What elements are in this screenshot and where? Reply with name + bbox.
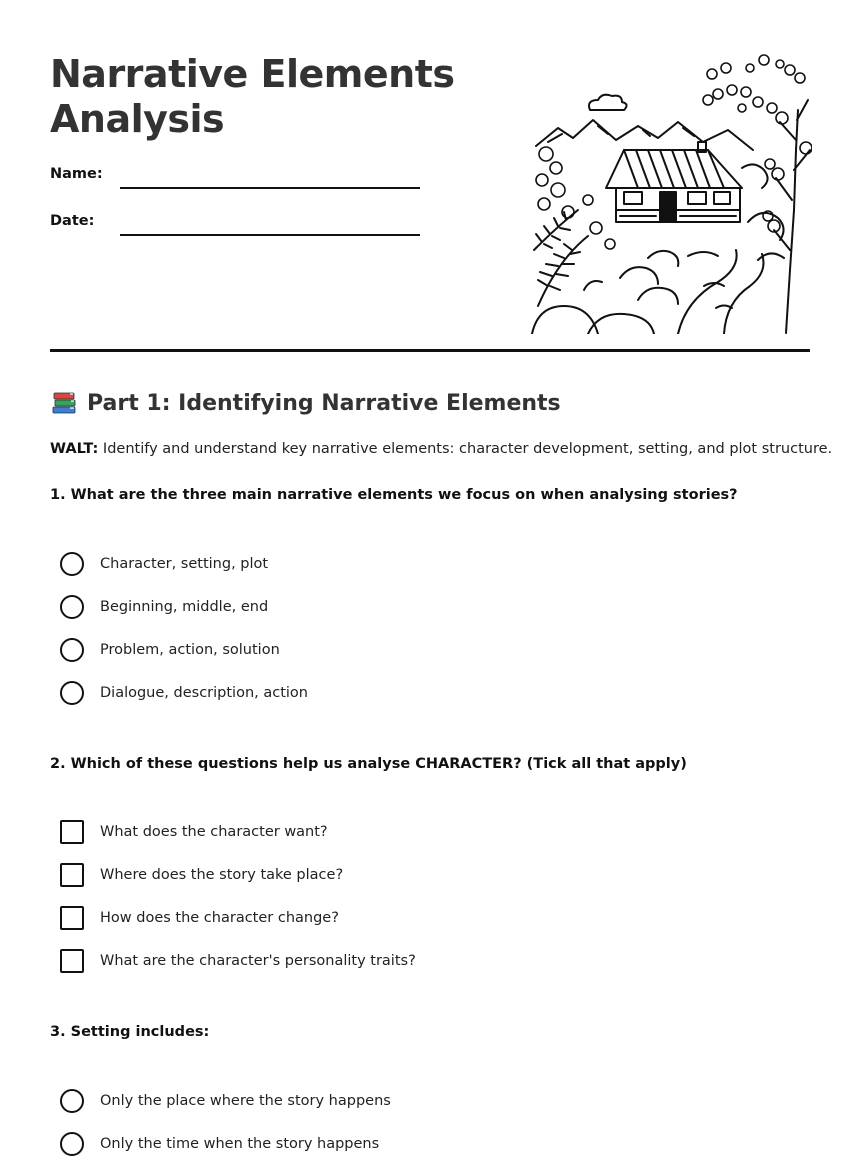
cottage-landscape-illustration — [528, 50, 812, 334]
option-label: What does the character want? — [100, 824, 328, 840]
radio-button[interactable] — [60, 681, 84, 705]
name-field[interactable] — [120, 187, 420, 189]
option-label: What are the character's personality traits? — [100, 953, 416, 969]
walt-label: WALT: — [50, 441, 99, 457]
date-field[interactable] — [120, 234, 420, 236]
option-label: Character, setting, plot — [100, 556, 269, 572]
question-3: 3. Setting includes: — [50, 1024, 210, 1040]
books-icon — [50, 389, 78, 417]
radio-button[interactable] — [60, 1132, 84, 1156]
option-label: Dialogue, description, action — [100, 685, 308, 701]
date-label: Date: — [50, 213, 95, 229]
option-label: Only the place where the story happens — [100, 1093, 391, 1109]
radio-button[interactable] — [60, 552, 84, 576]
part1-title: Part 1: Identifying Narrative Elements — [87, 390, 561, 416]
walt-statement — [50, 441, 832, 457]
question-1: 1. What are the three main narrative elements we focus on when analysing stories? — [50, 487, 738, 503]
q1-option-3[interactable] — [60, 638, 280, 662]
q1-option-2[interactable] — [60, 595, 268, 619]
option-label: Beginning, middle, end — [100, 599, 269, 615]
radio-button[interactable] — [60, 1089, 84, 1113]
q3-option-1[interactable] — [60, 1089, 391, 1113]
option-label: Problem, action, solution — [100, 642, 280, 658]
option-label: Only the time when the story happens — [100, 1136, 380, 1152]
option-label: How does the character change? — [100, 910, 339, 926]
checkbox[interactable] — [60, 949, 84, 973]
section-divider — [50, 349, 810, 352]
name-label: Name: — [50, 166, 103, 182]
q1-option-4[interactable] — [60, 681, 308, 705]
part1-heading — [50, 389, 561, 417]
question-2: 2. Which of these questions help us analyse CHARACTER? (Tick all that apply) — [50, 756, 687, 772]
option-label: Where does the story take place? — [100, 867, 344, 883]
q2-option-2[interactable] — [60, 863, 343, 887]
checkbox[interactable] — [60, 863, 84, 887]
radio-button[interactable] — [60, 595, 84, 619]
page-title: Narrative Elements Analysis — [50, 52, 455, 141]
checkbox[interactable] — [60, 906, 84, 930]
radio-button[interactable] — [60, 638, 84, 662]
walt-text: Identify and understand key narrative elements: character development, setting, and plot structure. — [98, 441, 833, 457]
q2-option-1[interactable] — [60, 820, 328, 844]
q2-option-4[interactable] — [60, 949, 416, 973]
q3-option-2[interactable] — [60, 1132, 379, 1156]
checkbox[interactable] — [60, 820, 84, 844]
q1-option-1[interactable] — [60, 552, 268, 576]
q2-option-3[interactable] — [60, 906, 339, 930]
